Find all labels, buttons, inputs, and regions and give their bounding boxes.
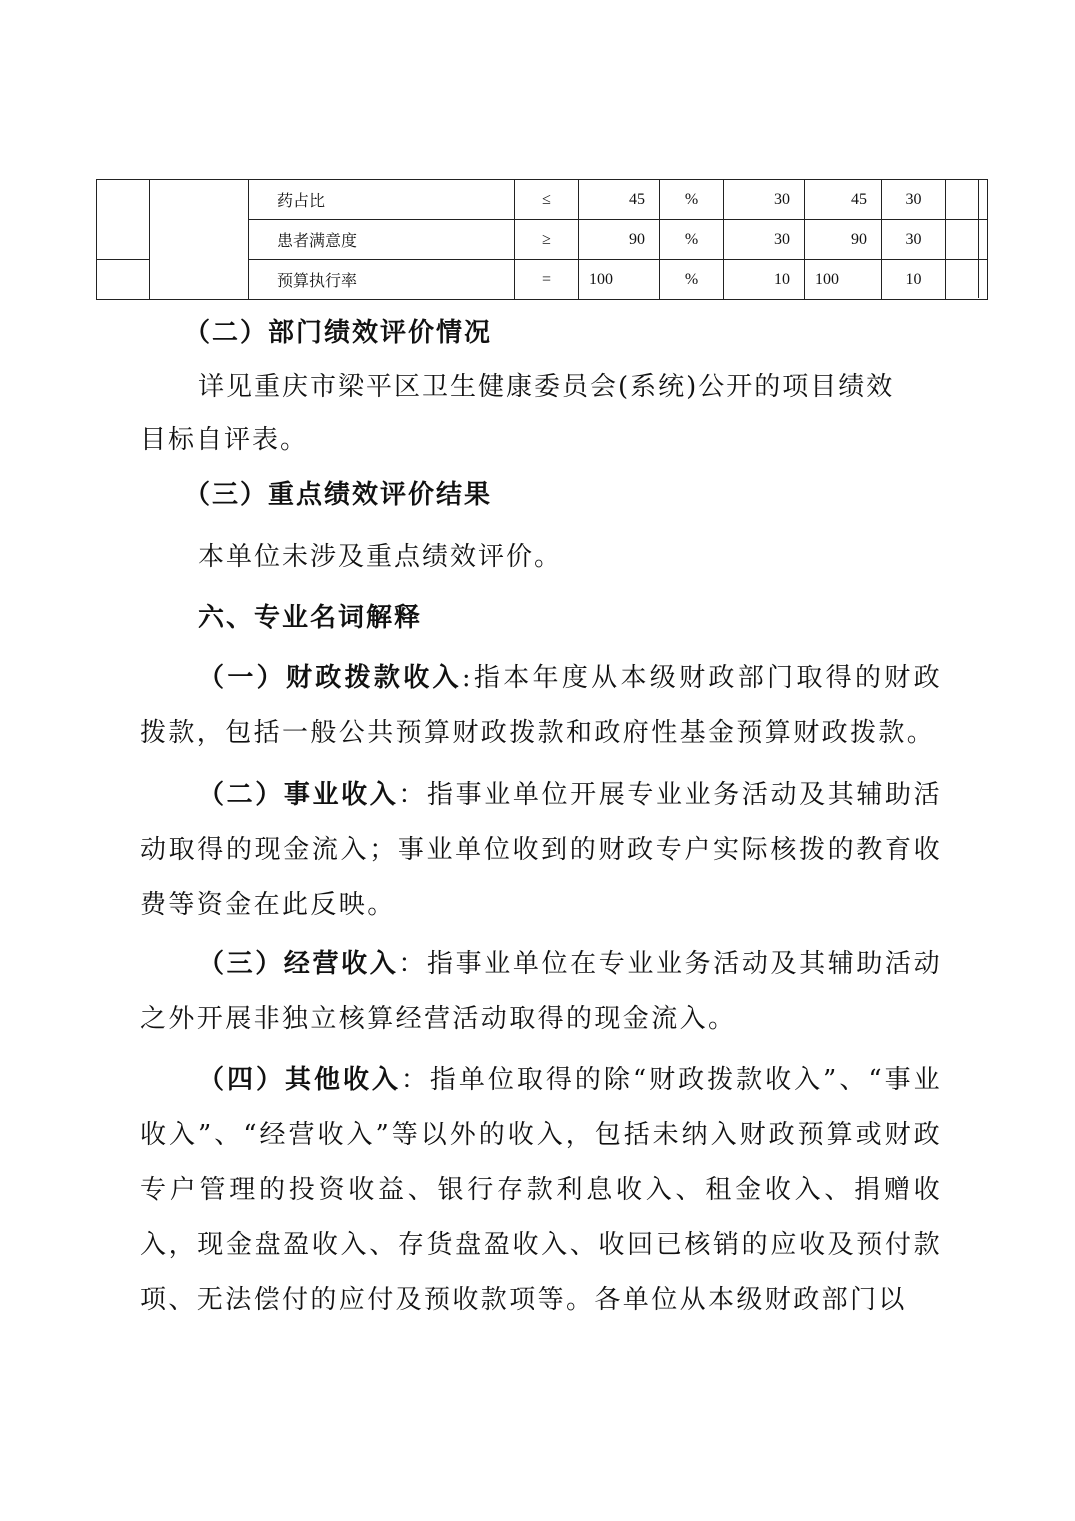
definition-paragraph xyxy=(140,937,942,1047)
table-cell xyxy=(97,180,150,260)
page-edge-rule xyxy=(978,180,979,298)
indicator-actual: 90 xyxy=(805,220,882,260)
indicator-weight: 30 xyxy=(724,180,805,220)
definition-paragraph xyxy=(140,1053,942,1328)
definition-paragraph xyxy=(140,768,942,933)
section-heading: （三）重点绩效评价结果 xyxy=(184,480,493,510)
term-label: （一）财政拨款收入 xyxy=(198,663,462,693)
term-separator: : xyxy=(461,663,473,693)
table-cell xyxy=(946,260,988,300)
body-text: 目标自评表。 xyxy=(140,425,309,455)
indicator-score: 30 xyxy=(882,180,946,220)
indicator-operator: ≥ xyxy=(515,220,579,260)
indicator-target: 90 xyxy=(579,220,660,260)
body-text: 详见重庆市梁平区卫生健康委员会(系统)公开的项目绩效 xyxy=(198,372,895,402)
indicator-weight: 30 xyxy=(724,220,805,260)
table-cell xyxy=(946,180,988,220)
indicator-operator: ≤ xyxy=(515,180,579,220)
term-definition: 指事业单位在专业业务活动及其辅助活动之外开展非独立核算经营活动取得的现金流入。 xyxy=(140,949,942,1034)
indicator-unit: % xyxy=(660,220,724,260)
indicator-unit: % xyxy=(660,260,724,300)
section-heading: 六、专业名词解释 xyxy=(198,603,423,633)
indicator-name: 预算执行率 xyxy=(249,260,515,300)
table-cell xyxy=(946,220,988,260)
term-separator: ： xyxy=(400,1065,430,1095)
table-cell xyxy=(97,260,150,300)
term-definition: 指事业单位开展专业业务活动及其辅助活动取得的现金流入；事业单位收到的财政专户实际核拨的教育收费等资金在此反映。 xyxy=(140,780,942,920)
term-label: （三）经营收入 xyxy=(198,949,399,979)
indicator-operator: = xyxy=(515,260,579,300)
definition-paragraph xyxy=(140,651,942,761)
indicator-name: 药占比 xyxy=(249,180,515,220)
indicator-unit: % xyxy=(660,180,724,220)
section-heading: （二）部门绩效评价情况 xyxy=(184,318,493,348)
performance-table xyxy=(96,179,988,300)
term-label: （二）事业收入 xyxy=(198,780,399,810)
indicator-name: 患者满意度 xyxy=(249,220,515,260)
table-cell xyxy=(150,180,249,300)
term-definition: 指本年度从本级财政部门取得的财政拨款，包括一般公共预算财政拨款和政府性基金预算财政拨款。 xyxy=(140,663,943,748)
table-row xyxy=(97,180,988,220)
body-text: 本单位未涉及重点绩效评价。 xyxy=(198,542,563,572)
term-separator: ： xyxy=(398,949,427,979)
term-definition: 指单位取得的除“财政拨款收入”、“事业收入”、“经营收入”等以外的收入，包括未纳入财政预算或财政专户管理的投资收益、银行存款利息收入、租金收入、捐赠收入，现金盘盈收入、存货盘盈收入、收回已核销的应收及预付款项、无法偿付的应付及预收款项等。各单位从本级财政部门以 xyxy=(140,1065,942,1315)
indicator-target: 45 xyxy=(579,180,660,220)
indicator-actual: 100 xyxy=(805,260,882,300)
term-label: （四）其他收入 xyxy=(198,1065,401,1095)
term-separator: ： xyxy=(398,780,427,810)
indicator-actual: 45 xyxy=(805,180,882,220)
indicator-weight: 10 xyxy=(724,260,805,300)
indicator-target: 100 xyxy=(579,260,660,300)
indicator-score: 30 xyxy=(882,220,946,260)
indicator-score: 10 xyxy=(882,260,946,300)
